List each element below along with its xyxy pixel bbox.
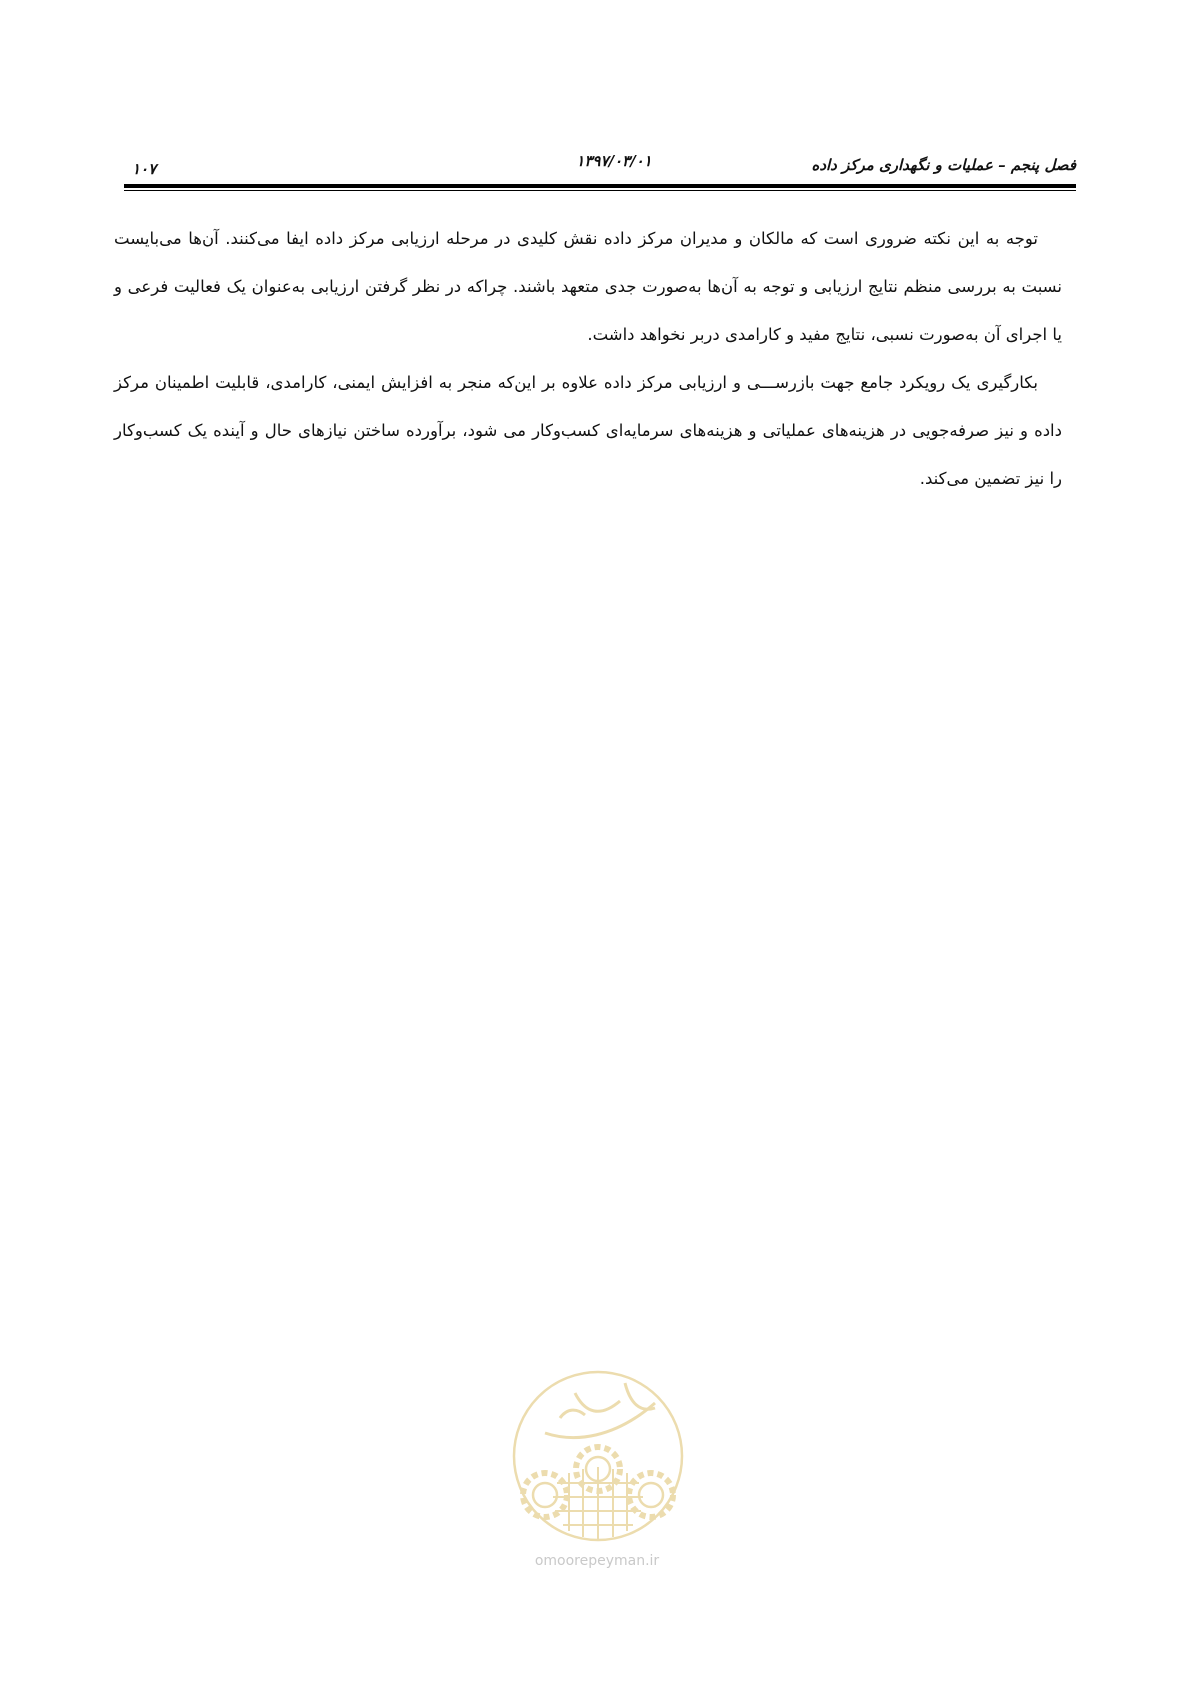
header-rule-thick: [124, 184, 1076, 188]
watermark-site-text: omoorepeyman.ir: [534, 1553, 660, 1569]
page-number: ۱۰۷: [132, 160, 157, 178]
chapter-title: فصل پنجم – عملیات و نگهداری مرکز داده: [811, 156, 1076, 174]
header-rule-thin: [124, 190, 1076, 191]
page-header: [124, 150, 1076, 186]
watermark-logo-icon: [505, 1363, 691, 1579]
paragraph-2: بکارگیری یک رویکرد جامع جهت بازرســـی و ارزیابی مرکز داده علاوه بر این‌که منجر به افزایش ایمنی، کارامدی، قابلیت اطمینان مرکز داده و نیز صرفه‌جویی در هزینه‌های عملیاتی و هزینه‌های سرمایه‌ای کسب‌وکار می شود، برآورده ساختن نیازهای حال و آینده یک کسب‌وکار را نیز تضمین می‌کند.: [114, 373, 1062, 488]
header-date: ۱۳۹۷/۰۳/۰۱: [576, 152, 652, 170]
paragraph-1: توجه به این نکته ضروری است که مالکان و مدیران مرکز داده نقش کلیدی در مرحله ارزیابی مرکز داده ایفا می‌کنند. آن‌ها می‌بایست نسبت به بررسی منظم نتایج ارزیابی و توجه به آن‌ها به‌صورت جدی متعهد باشند. چراکه در نظر گرفتن ارزیابی به‌عنوان یک فعالیت فرعی و یا اجرای آن به‌صورت نسبی، نتایج مفید و کارامدی دربر نخواهد داشت.: [114, 229, 1062, 344]
body-text: [114, 215, 1062, 503]
